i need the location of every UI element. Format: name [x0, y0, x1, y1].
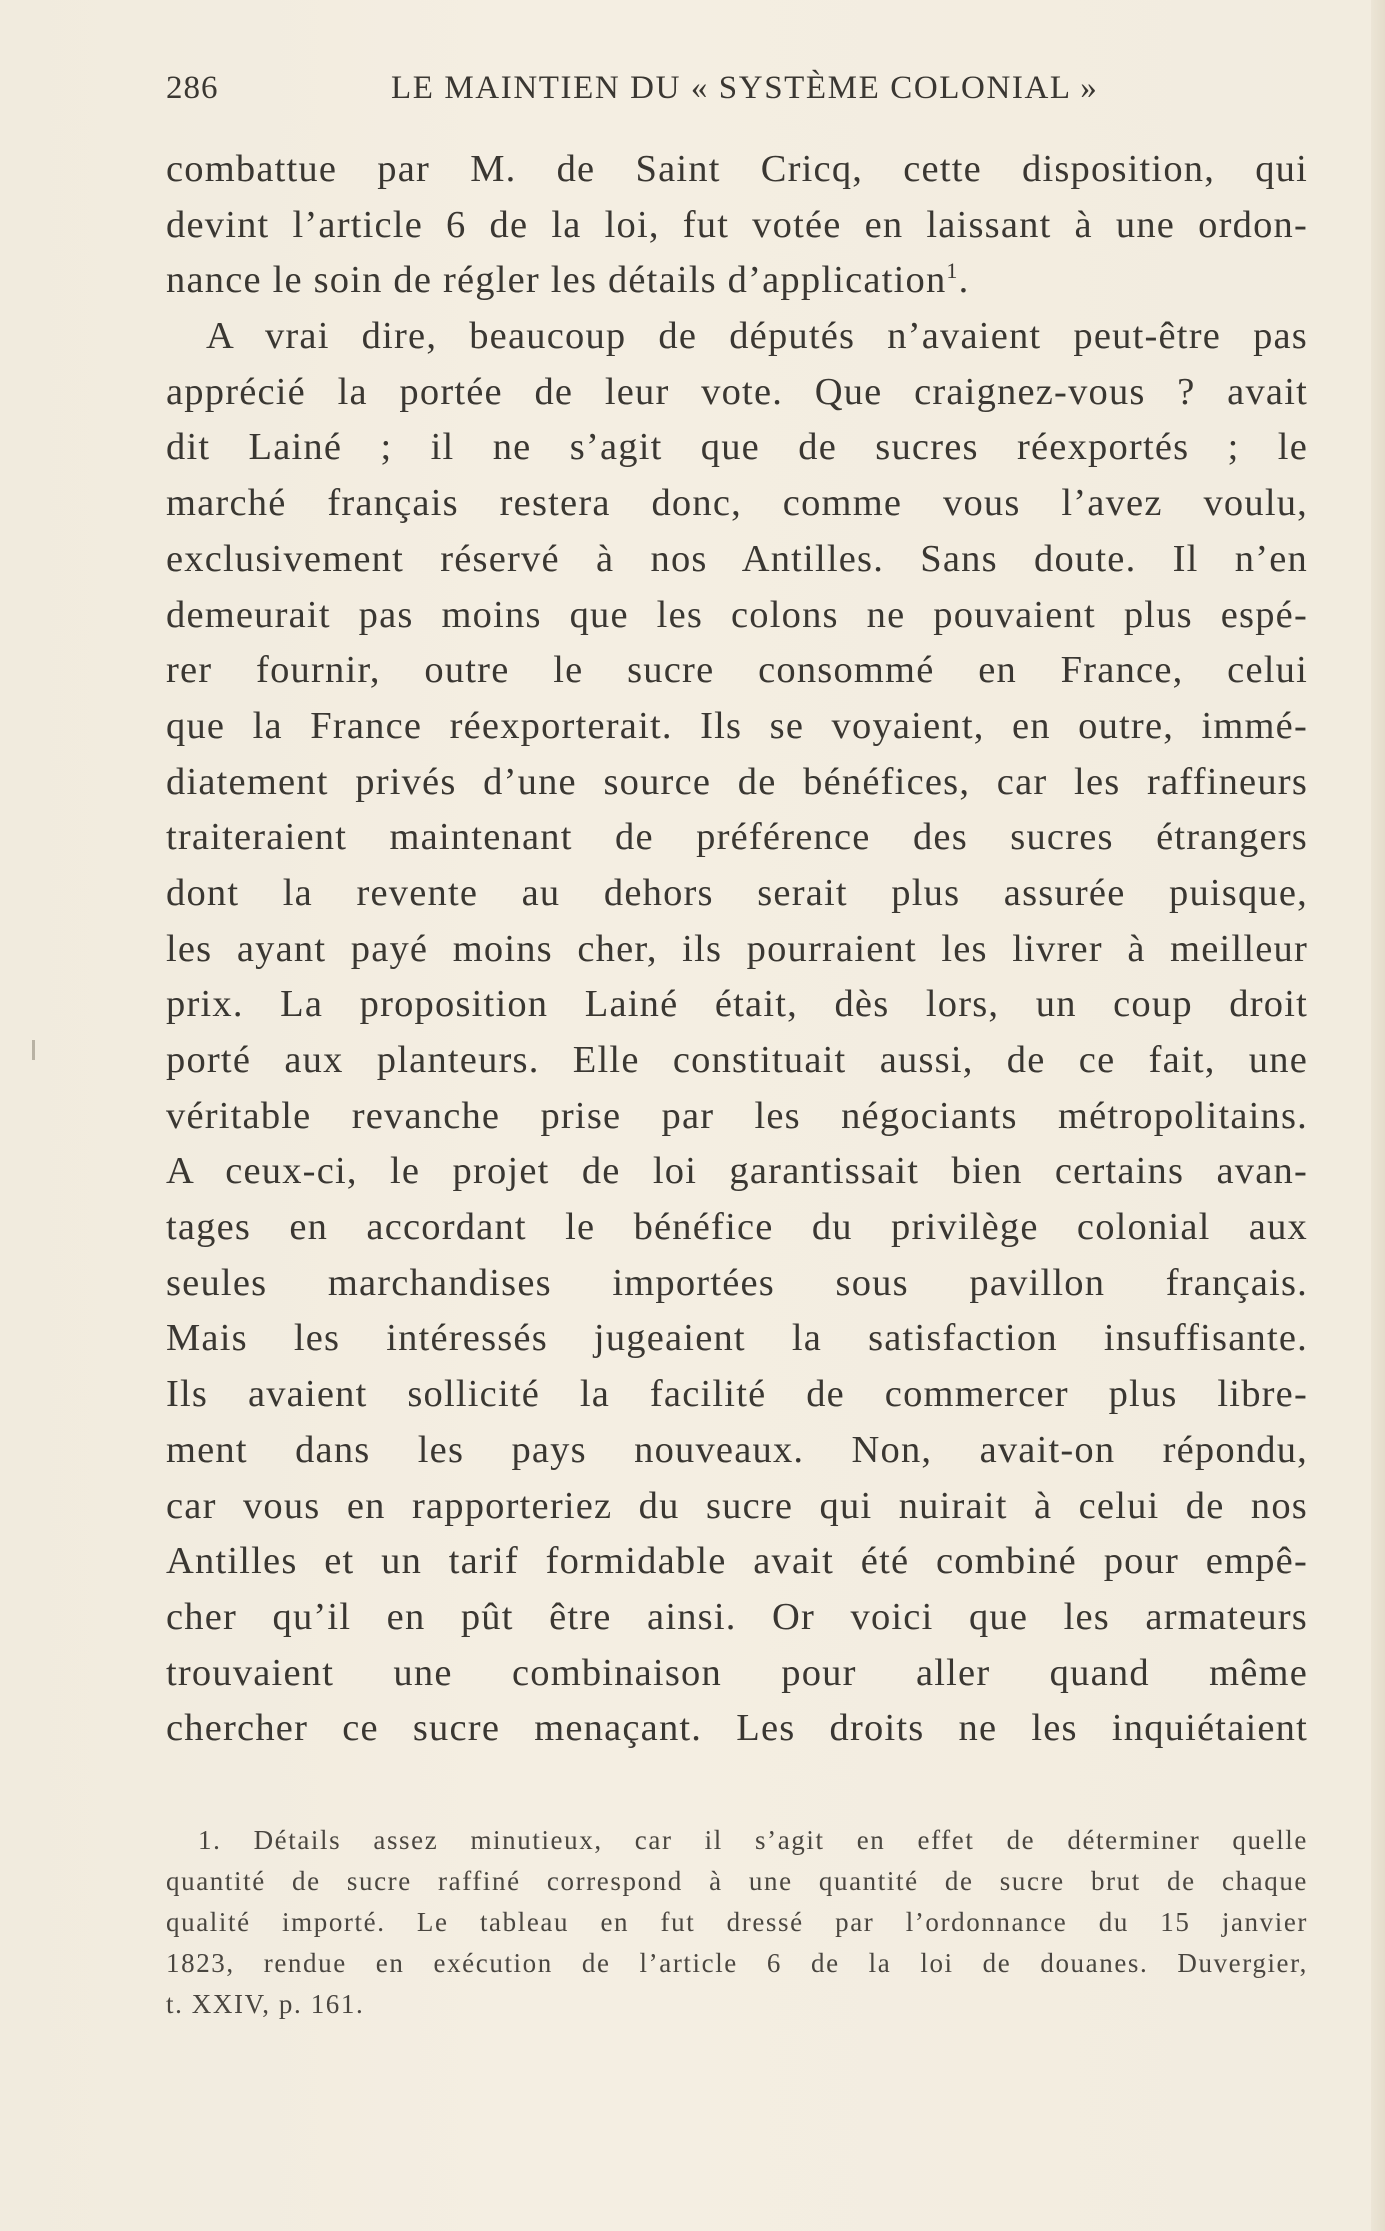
- body-text: [166, 142, 1308, 1757]
- body-line: que la France réexporterait. Ils se voyaient, en outre, immé-: [166, 704, 1308, 747]
- footnote-line: t. XXIV, p. 161.: [166, 1989, 365, 2019]
- sentence-period: .: [958, 259, 970, 302]
- running-header: [166, 70, 1316, 114]
- body-line: A ceux-ci, le projet de loi garantissait bien certains avan-: [166, 1150, 1308, 1193]
- body-line: apprécié la portée de leur vote. Que craignez-vous ? avait: [166, 370, 1308, 413]
- body-line: chercher ce sucre menaçant. Les droits ne les inquiétaient: [166, 1707, 1308, 1750]
- body-line: trouvaient une combinaison pour aller quand même: [166, 1651, 1308, 1694]
- body-line: dont la revente au dehors serait plus assurée puisque,: [166, 871, 1308, 914]
- body-line: prix. La proposition Lainé était, dès lors, un coup droit: [166, 983, 1308, 1026]
- body-line: Antilles et un tarif formidable avait été combiné pour empê-: [166, 1540, 1308, 1583]
- body-line: A vrai dire, beaucoup de députés n’avaient peut-être pas: [206, 315, 1308, 358]
- body-line: dit Lainé ; il ne s’agit que de sucres réexportés ; le: [166, 426, 1308, 469]
- body-line: Mais les intéressés jugeaient la satisfaction insuffisante.: [166, 1317, 1308, 1360]
- body-line-text: nance le soin de régler les détails d’application: [166, 259, 947, 302]
- body-line: demeurait pas moins que les colons ne pouvaient plus espé-: [166, 593, 1308, 636]
- body-line: diatement privés d’une source de bénéfices, car les raffineurs: [166, 760, 1308, 803]
- body-line: traiteraient maintenant de préférence des sucres étrangers: [166, 816, 1308, 859]
- body-line: véritable revanche prise par les négociants métropolitains.: [166, 1094, 1308, 1137]
- body-line: porté aux planteurs. Elle constituait aussi, de ce fait, une: [166, 1039, 1308, 1081]
- body-line: cher qu’il en pût être ainsi. Or voici que les armateurs: [166, 1595, 1308, 1638]
- footnote-line: quantité de sucre raffiné correspond à une quantité de sucre brut de chaque: [166, 1866, 1308, 1896]
- body-line: rer fournir, outre le sucre consommé en France, celui: [166, 649, 1308, 692]
- footnote-line: 1823, rendue en exécution de l’article 6 de la loi de douanes. Duvergier,: [166, 1948, 1308, 1978]
- footnote-reference: 1: [946, 258, 959, 284]
- body-line: combattue par M. de Saint Cricq, cette disposition, qui: [166, 148, 1308, 190]
- body-line: marché français restera donc, comme vous l’avez voulu,: [166, 482, 1308, 525]
- body-line: tages en accordant le bénéfice du privilège colonial aux: [166, 1206, 1308, 1249]
- body-line: exclusivement réservé à nos Antilles. Sans doute. Il n’en: [166, 537, 1308, 580]
- body-line: seules marchandises importées sous pavillon français.: [166, 1261, 1308, 1304]
- margin-mark: [32, 1040, 35, 1060]
- page-number: 286: [166, 70, 219, 106]
- page-edge-shadow: [1371, 0, 1385, 2231]
- body-line-with-footnote: [166, 253, 1308, 309]
- body-line: Ils avaient sollicité la facilité de commercer plus libre-: [166, 1373, 1308, 1416]
- body-line: devint l’article 6 de la loi, fut votée en laissant à une ordon-: [166, 203, 1308, 246]
- body-line: ment dans les pays nouveaux. Non, avait-on répondu,: [166, 1428, 1308, 1471]
- footnotes: [166, 1820, 1308, 2025]
- body-line: les ayant payé moins cher, ils pourraient les livrer à meilleur: [166, 927, 1308, 970]
- running-title: LE MAINTIEN DU « SYSTÈME COLONIAL »: [391, 70, 1099, 106]
- body-line: car vous en rapporteriez du sucre qui nuirait à celui de nos: [166, 1484, 1308, 1527]
- footnote-line: qualité importé. Le tableau en fut dressé par l’ordonnance du 15 janvier: [166, 1907, 1308, 1937]
- footnote-line: 1. Détails assez minutieux, car il s’agit en effet de déterminer quelle: [198, 1825, 1308, 1855]
